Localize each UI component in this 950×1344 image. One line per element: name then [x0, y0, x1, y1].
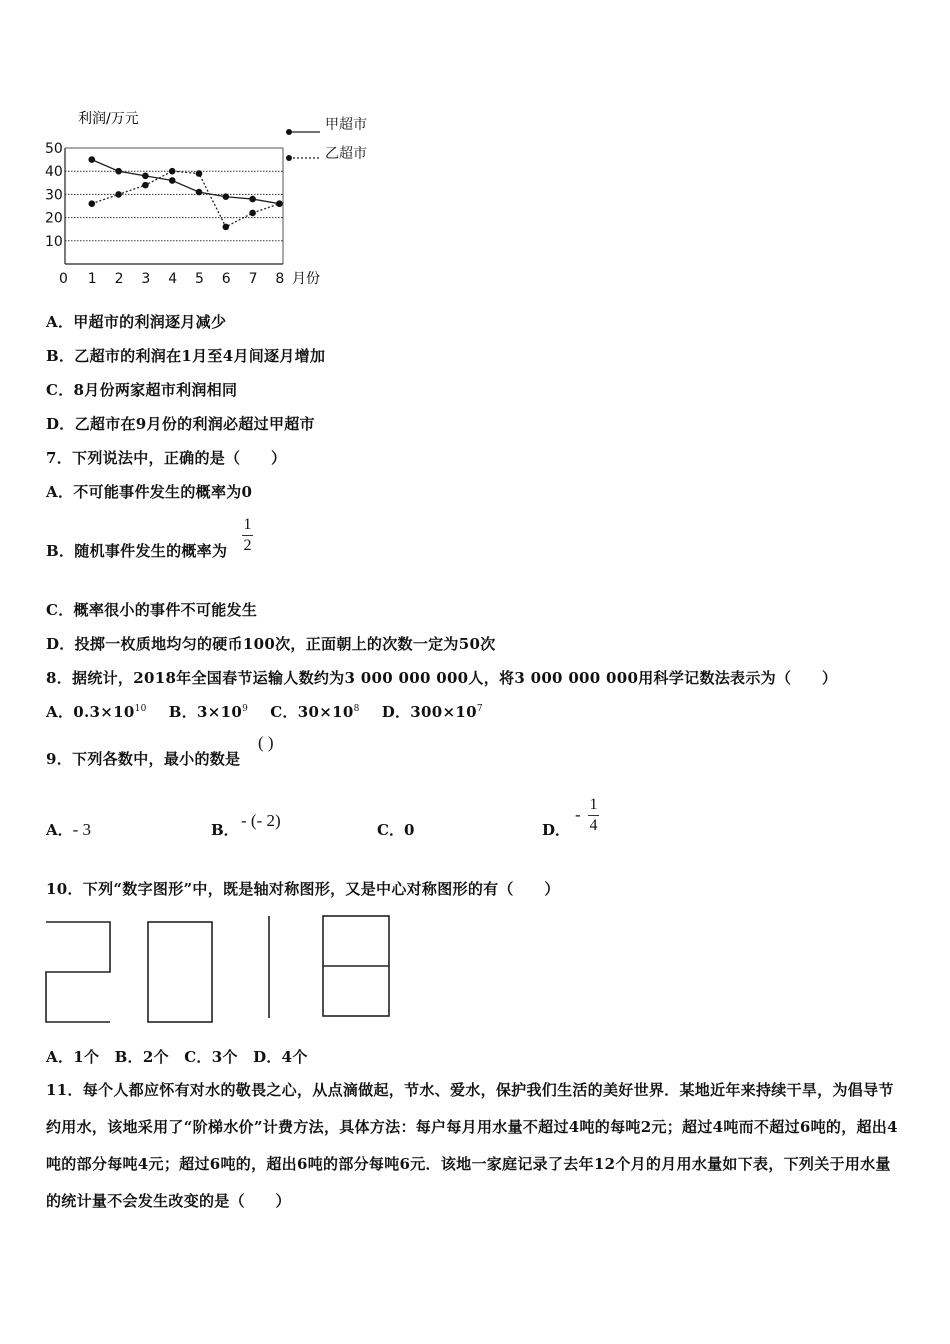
q7-option-b-fraction: [242, 516, 253, 555]
y-tick-label-40: 40: [45, 164, 63, 181]
x-tick-label-5: 5: [195, 271, 204, 287]
q9-option-b-label: B．: [211, 821, 239, 839]
q8-option-c: C．$30\times 10^8$: [270, 703, 360, 721]
q9-paren: ( ): [258, 733, 274, 752]
q8-option-a: A．$0.3\times 10^{10}$: [46, 703, 147, 721]
data-point-jia-1: [89, 156, 96, 163]
data-point-jia-6: [223, 193, 230, 200]
q9-option-d-sign: -: [575, 805, 581, 824]
data-point-jia-5: [196, 189, 203, 196]
data-point-yi-3: [142, 182, 149, 189]
q7-frac-denominator: 2: [243, 537, 252, 554]
q6-option-d: D．乙超市在9月份的利润必超过甲超市: [46, 415, 315, 433]
q11-stem: 11．每个人都应怀有对水的敬畏之心，从点滴做起，节水、爱水，保护我们生活的美好世界．某地近年来持续干旱，为倡导节约用水，该地采用了“阶梯水价”计费方法，具体方法：每户每月用水量不超过4吨的每吨2元；超过4吨而不超过6吨的，超出4吨的部分每吨4元；超过6吨的，超出6吨的部分每吨6元．该地一家庭记录了去年12个月的月用水量如下表，下列关于用水量的统计量不会发生改变的是（ ）: [46, 1081, 898, 1210]
x-tick-label-4: 4: [168, 271, 178, 287]
q8-option-b: B．$3\times 10^9$: [168, 703, 249, 721]
x-tick-label-1: 1: [87, 271, 97, 287]
fraction-bar: [242, 535, 253, 536]
q10-stem: 10．下列“数字图形”中，既是轴对称图形，又是中心对称图形的有（ ）: [46, 880, 560, 898]
y-tick-label-50: 50: [45, 141, 63, 157]
data-point-yi-5: [196, 170, 203, 177]
q9-frac-numerator: 1: [589, 796, 598, 813]
q7-option-d: D．投掷一枚质地均匀的硬币100次，正面朝上的次数一定为50次: [46, 635, 496, 653]
data-point-yi-4: [169, 168, 176, 175]
x-tick-label-3: 3: [141, 271, 151, 287]
q9-option-b-value: - (- 2): [241, 811, 281, 830]
x-tick-label-6: 6: [221, 271, 231, 287]
q8-options: [46, 701, 483, 722]
q7-frac-numerator: 1: [243, 516, 252, 533]
q9-option-a-value: - 3: [72, 820, 92, 839]
q7-option-b: B．随机事件发生的概率为: [46, 542, 228, 560]
data-point-jia-4: [169, 177, 176, 184]
digital-figures-2018: [40, 910, 400, 1028]
q9-stem: 9．下列各数中，最小的数是: [46, 750, 241, 768]
digit-0-figure: [148, 922, 212, 1022]
chart-xlabel: 月份: [292, 271, 320, 287]
y-tick-label-20: 20: [45, 210, 63, 227]
x-tick-label-2: 2: [114, 271, 124, 287]
q9-option-c: C．0: [377, 821, 415, 839]
q9-option-d-fraction: [588, 796, 599, 835]
data-point-yi-1: [89, 200, 96, 207]
chart-ylabel: 利润/万元: [78, 111, 139, 127]
data-point-yi-6: [223, 224, 230, 231]
data-point-yi-7: [249, 210, 256, 217]
fraction-bar: [588, 815, 599, 816]
q7-stem: 7．下列说法中，正确的是（ ）: [46, 449, 287, 467]
origin-label: 0: [59, 271, 68, 287]
q8-stem: 8．据统计，2018年全国春节运输人数约为3 000 000 000人，将3 000 000 000用科学记数法表示为（ ）: [46, 669, 838, 687]
x-tick-label-7: 7: [248, 271, 258, 287]
x-tick-label-8: 8: [275, 271, 285, 287]
legend-marker-jia: [286, 129, 292, 135]
digit-2-figure: [46, 922, 110, 1022]
q6-option-c: C．8月份两家超市利润相同: [46, 381, 238, 399]
q6-option-b: B．乙超市的利润在1月至4月间逐月增加: [46, 347, 326, 365]
q9-option-a: A．- 3: [46, 820, 92, 839]
legend-marker-yi: [286, 155, 292, 161]
legend-label-jia: 甲超市: [325, 117, 367, 133]
data-point-jia-7: [249, 196, 256, 203]
q10-options: A．1个 B．2个 C．3个 D．4个: [46, 1048, 308, 1066]
data-point-jia-3: [142, 173, 149, 180]
q7-option-c: C．概率很小的事件不可能发生: [46, 601, 258, 619]
q9-option-d-label: D．: [542, 821, 571, 839]
y-tick-label-30: 30: [45, 187, 63, 204]
q9-frac-denominator: 4: [589, 817, 598, 834]
data-point-jia-2: [115, 168, 122, 175]
q7-option-a: A．不可能事件发生的概率为0: [46, 483, 253, 501]
profit-line-chart: [0, 0, 420, 300]
q6-option-a: A．甲超市的利润逐月减少: [46, 313, 227, 331]
legend-label-yi: 乙超市: [325, 146, 367, 162]
q8-option-d: D．$300\times 10^7$: [381, 703, 483, 721]
data-point-yi-8: [276, 200, 283, 207]
data-point-yi-2: [115, 191, 122, 198]
y-tick-label-10: 10: [45, 233, 63, 250]
